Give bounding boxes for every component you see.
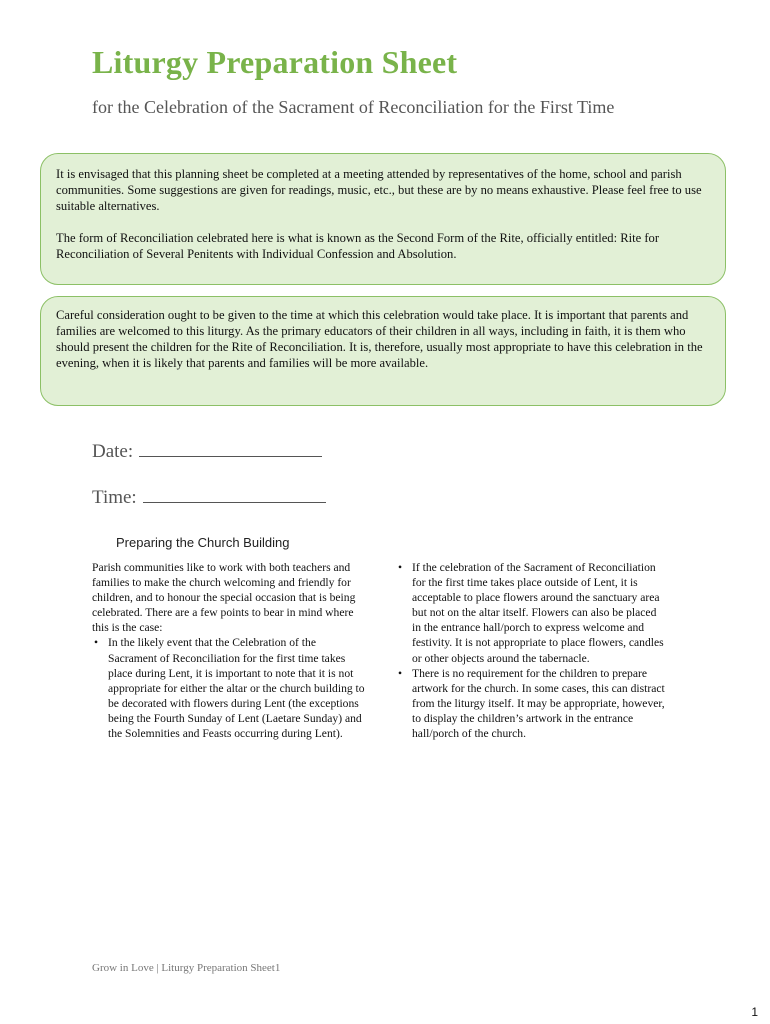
date-blank-line[interactable]: [139, 440, 322, 457]
rite-form-paragraph: The form of Reconciliation celebrated here is what is known as the Second Form of the Rite, officially entitled: Rite for Reconciliation of Several Penitents with Individual Confession and Absolution.: [56, 231, 660, 261]
time-label: Time:: [92, 487, 137, 508]
document-title: Liturgy Preparation Sheet: [92, 44, 458, 80]
left-column: [92, 560, 367, 741]
planning-note-paragraph: It is envisaged that this planning sheet be completed at a meeting attended by representatives of the home, school and parish communities. Some suggestions are given for readings, music, etc., but these are by no means exhaustive. Please feel free to use suitable alternatives.: [56, 167, 702, 213]
timing-note-paragraph: Careful consideration ought to be given to the time at which this celebration would take place. It is important that parents and families are welcomed to this liturgy. As the primary educators of their children in all ways, including in faith, it is them who should present the children for the Rite of Reconciliation. It is, therefore, usually most appropriate to have this celebration in the evening, when it is likely that parents and families will be more available.: [56, 308, 703, 370]
time-blank-line[interactable]: [143, 486, 326, 503]
document-subtitle: for the Celebration of the Sacrament of Reconciliation for the First Time: [92, 97, 615, 117]
right-column: [396, 560, 666, 741]
section-heading: Preparing the Church Building: [116, 535, 290, 550]
planning-note-box: [40, 153, 726, 285]
time-field[interactable]: [92, 486, 326, 509]
list-item: • If the celebration of the Sacrament of Reconciliation for the first time takes place outside of Lent, it is acceptable to place flowers around the sanctuary area but not on the altar itself. Flowers can also be placed in the entrance hall/porch to express welcome and festivity. It is not appropriate to place flowers, candles or other objects around the tabernacle.: [396, 560, 666, 666]
list-item: • There is no requirement for the children to prepare artwork for the church. In some cases, this can distract from the liturgy itself. It may be appropriate, however, to display the children’s artwork in the entrance hall/porch of the church.: [396, 666, 666, 741]
date-field[interactable]: [92, 440, 322, 463]
page-number: 1: [751, 1005, 758, 1019]
timing-note-box: [40, 296, 726, 406]
left-bullet-list: [92, 635, 367, 741]
page-footer: Grow in Love | Liturgy Preparation Sheet1: [92, 962, 281, 974]
list-item: • In the likely event that the Celebration of the Sacrament of Reconciliation for the first time takes place during Lent, it is important to note that it is not appropriate for either the altar or the church building to be decorated with flowers during Lent (the exceptions being the Fourth Sunday of Lent (Laetare Sunday) and the Solemnities and Feasts occurring during Lent).: [92, 635, 367, 741]
section-intro: Parish communities like to work with both teachers and families to make the church welcoming and friendly for children, and to honour the special occasion that is being celebrated. There are a few points to bear in mind where this is the case:: [92, 561, 356, 635]
date-label: Date:: [92, 441, 134, 462]
right-bullet-list: [396, 560, 666, 741]
